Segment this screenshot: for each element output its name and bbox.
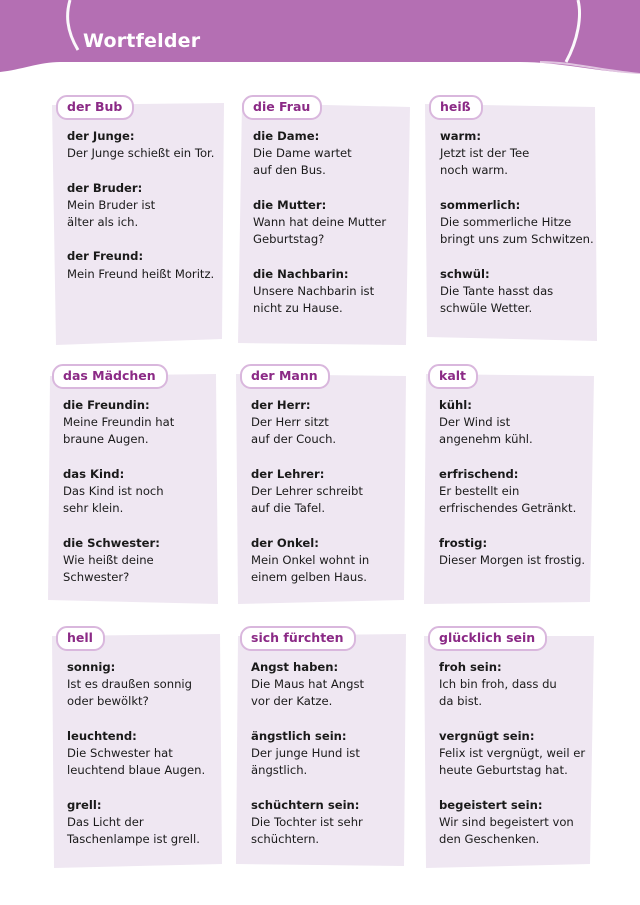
entry-sentence: Die Dame wartet auf den Bus. (253, 146, 352, 178)
word-card (48, 364, 220, 610)
entry (251, 466, 411, 518)
entry-term: die Schwester: (63, 535, 160, 550)
entry-sentence: Das Licht der Taschenlampe ist grell. (67, 814, 200, 846)
entry-term: leuchtend: (67, 728, 137, 743)
entry-term: erfrischend: (439, 466, 519, 481)
entry-term: sonnig: (67, 660, 116, 674)
card-title: hell (56, 626, 105, 651)
entry-term: die Dame: (253, 129, 320, 143)
entry-sentence: Die sommerliche Hitze bringt uns zum Schwitzen. (440, 215, 594, 247)
entry-term: der Lehrer: (251, 466, 325, 481)
card-title: kalt (428, 364, 478, 389)
entry-term: grell: (67, 797, 102, 812)
entry-sentence: Felix ist vergnügt, weil er heute Geburtstag hat. (439, 746, 586, 778)
entry (63, 535, 223, 587)
entry-term: der Junge: (67, 129, 135, 143)
entry-sentence: Meine Freundin hat braune Augen. (63, 415, 175, 447)
entry-sentence: Das Kind ist noch sehr klein. (63, 484, 164, 516)
entry (67, 248, 227, 282)
entry (63, 397, 223, 449)
entry (251, 728, 411, 780)
card-title: der Bub (56, 95, 134, 120)
entry-sentence: Mein Freund heißt Moritz. (67, 266, 215, 281)
entry-term: warm: (440, 129, 481, 143)
card-title: sich fürchten (240, 626, 356, 651)
entry-sentence: Wann hat deine Mutter Geburtstag? (253, 215, 387, 247)
entry-list (439, 397, 599, 569)
entry (440, 266, 600, 318)
entry (67, 659, 227, 711)
entry-list (251, 659, 411, 848)
entry (439, 797, 599, 849)
word-card (424, 364, 596, 608)
entry (253, 266, 413, 318)
entry-sentence: Mein Onkel wohnt in einem gelben Haus. (251, 552, 370, 584)
page-title: Wortfelder (83, 30, 201, 52)
entry-term: begeistert sein: (439, 797, 543, 812)
word-card (52, 95, 224, 350)
entry-list (63, 397, 223, 586)
entry-sentence: Unsere Nachbarin ist nicht zu Hause. (253, 283, 375, 315)
entry-term: schüchtern sein: (251, 797, 360, 812)
entry-term: der Freund: (67, 249, 144, 264)
entry (439, 659, 599, 711)
entry (63, 466, 223, 518)
entry-term: Angst haben: (251, 660, 339, 674)
entry-sentence: Wir sind begeistert von den Geschenken. (439, 814, 574, 846)
entry (251, 397, 411, 449)
entry-list (67, 659, 227, 848)
entry (251, 535, 411, 587)
entry-list (251, 397, 411, 586)
entry (251, 797, 411, 849)
entry-sentence: Mein Bruder ist älter als ich. (67, 197, 156, 229)
entry (251, 659, 411, 711)
entry-sentence: Ich bin froh, dass du da bist. (439, 677, 557, 709)
entry (67, 180, 227, 232)
entry-term: ängstlich sein: (251, 728, 347, 743)
word-card (236, 364, 408, 610)
entry-term: die Nachbarin: (253, 266, 349, 281)
entry-sentence: Der Lehrer schreibt auf die Tafel. (251, 484, 363, 516)
entry-term: der Onkel: (251, 535, 319, 550)
entry (67, 797, 227, 849)
entry-sentence: Der Wind ist angenehm kühl. (439, 415, 533, 447)
card-title: der Mann (240, 364, 330, 389)
entry-sentence: Er bestellt ein erfrischendes Getränkt. (439, 484, 577, 516)
entry-list (439, 659, 599, 848)
word-card (236, 626, 408, 870)
entry-sentence: Ist es draußen sonnig oder bewölkt? (67, 677, 193, 709)
entry-term: frostig: (439, 535, 488, 550)
card-title: heiß (429, 95, 483, 120)
entry-term: vergnügt sein: (439, 728, 535, 743)
entry (67, 728, 227, 780)
entry (439, 728, 599, 780)
word-card (238, 95, 410, 353)
entry (439, 466, 599, 518)
entry-sentence: Die Tante hasst das schwüle Wetter. (440, 283, 554, 315)
card-title: das Mädchen (52, 364, 168, 389)
entry (440, 197, 600, 249)
entry-term: froh sein: (439, 660, 502, 674)
entry (440, 128, 600, 180)
card-title: glücklich sein (428, 626, 547, 651)
entry (439, 397, 599, 449)
entry (67, 128, 227, 162)
entry-term: sommerlich: (440, 197, 521, 212)
entry-term: der Herr: (251, 398, 311, 412)
entry (253, 197, 413, 249)
entry-term: die Mutter: (253, 197, 327, 212)
entry-sentence: Jetzt ist der Tee noch warm. (440, 146, 530, 178)
entry-term: die Freundin: (63, 398, 150, 412)
entry-term: schwül: (440, 266, 490, 281)
entry (253, 128, 413, 180)
entry-sentence: Der Junge schießt ein Tor. (67, 146, 215, 161)
entry-term: kühl: (439, 398, 472, 412)
word-card (425, 95, 597, 350)
entry (439, 535, 599, 569)
page-header (0, 0, 640, 76)
entry-list (67, 128, 227, 283)
entry-list (440, 128, 600, 317)
entry-sentence: Dieser Morgen ist frostig. (439, 552, 586, 567)
entry-sentence: Der junge Hund ist ängstlich. (251, 746, 360, 778)
word-card (52, 626, 224, 870)
card-title: die Frau (242, 95, 322, 120)
entry-sentence: Die Maus hat Angst vor der Katze. (251, 677, 365, 709)
entry-term: das Kind: (63, 466, 125, 481)
entry-sentence: Der Herr sitzt auf der Couch. (251, 415, 337, 447)
entry-sentence: Die Tochter ist sehr schüchtern. (251, 814, 363, 846)
entry-term: der Bruder: (67, 180, 143, 195)
entry-sentence: Wie heißt deine Schwester? (63, 552, 154, 584)
word-card (424, 626, 596, 870)
entry-sentence: Die Schwester hat leuchtend blaue Augen. (67, 746, 206, 778)
entry-list (253, 128, 413, 317)
